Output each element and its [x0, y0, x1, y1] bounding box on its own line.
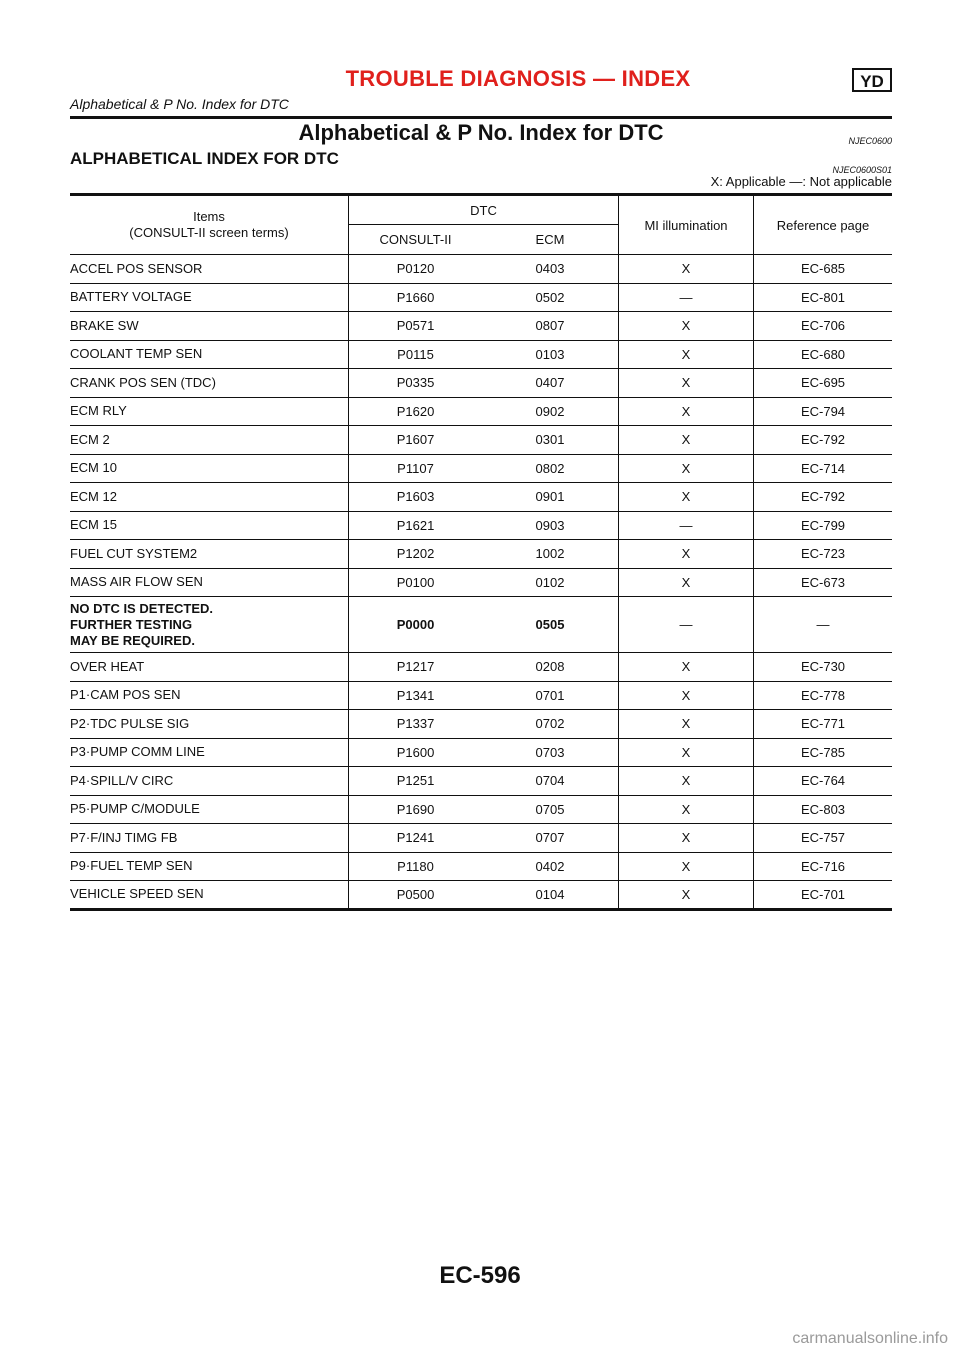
ecm-code: 0807	[482, 312, 619, 341]
mi-illumination: —	[619, 597, 754, 653]
reference-page: EC-799	[754, 511, 893, 540]
table-row	[70, 340, 892, 369]
reference-page: EC-803	[754, 795, 893, 824]
consult-code: P1180	[349, 852, 483, 881]
mi-illumination: X	[619, 540, 754, 569]
mi-illumination: X	[619, 653, 754, 682]
table-row	[70, 881, 892, 910]
consult-code: P0571	[349, 312, 483, 341]
ecm-code: 0802	[482, 454, 619, 483]
dtc-item-name: ECM 15	[70, 511, 349, 540]
mi-illumination: —	[619, 511, 754, 540]
dtc-item-name: BATTERY VOLTAGE	[70, 283, 349, 312]
ecm-code: 0502	[482, 283, 619, 312]
mi-illumination: X	[619, 340, 754, 369]
page-number: EC-596	[439, 1262, 521, 1289]
ecm-code: 0707	[482, 824, 619, 853]
header-reference-page: Reference page	[754, 195, 893, 255]
reference-page: —	[754, 597, 893, 653]
mi-illumination: X	[619, 369, 754, 398]
dtc-item-name: ECM 2	[70, 426, 349, 455]
dtc-item-name: OVER HEAT	[70, 653, 349, 682]
table-row	[70, 369, 892, 398]
dtc-item-name: P9·FUEL TEMP SEN	[70, 852, 349, 881]
table-row	[70, 255, 892, 284]
consult-code: P0335	[349, 369, 483, 398]
mi-illumination: X	[619, 681, 754, 710]
dtc-item-name: P3·PUMP COMM LINE	[70, 738, 349, 767]
reference-page: EC-714	[754, 454, 893, 483]
ecm-code: 0902	[482, 397, 619, 426]
dtc-item-name: P1·CAM POS SEN	[70, 681, 349, 710]
ecm-code: 0301	[482, 426, 619, 455]
dtc-item-name: ECM 12	[70, 483, 349, 512]
reference-page: EC-792	[754, 426, 893, 455]
subsection-title: ALPHABETICAL INDEX FOR DTC	[70, 149, 339, 168]
reference-page: EC-778	[754, 681, 893, 710]
reference-page: EC-792	[754, 483, 893, 512]
subsection-code: NJEC0600S01	[832, 165, 892, 175]
mi-illumination: X	[619, 454, 754, 483]
reference-page: EC-730	[754, 653, 893, 682]
consult-code: P1660	[349, 283, 483, 312]
mi-illumination: X	[619, 426, 754, 455]
table-row	[70, 824, 892, 853]
reference-page: EC-701	[800, 886, 846, 902]
dtc-item-name: COOLANT TEMP SEN	[70, 340, 349, 369]
mi-illumination: X	[619, 312, 754, 341]
consult-code: P1607	[349, 426, 483, 455]
consult-code: P0120	[349, 255, 483, 284]
header-subtitle: Alphabetical & P No. Index for DTC	[70, 96, 289, 112]
ecm-code: 0104	[482, 881, 619, 910]
mi-illumination: X	[619, 852, 754, 881]
table-row	[70, 738, 892, 767]
consult-code: P1337	[349, 710, 483, 739]
dtc-item-name: NO DTC IS DETECTED. FURTHER TESTING MAY BE REQUIRED.	[70, 597, 349, 653]
dtc-item-name: ECM 10	[70, 454, 349, 483]
header-ecm: ECM	[482, 225, 619, 255]
table-row	[70, 852, 892, 881]
ecm-code: 0704	[482, 767, 619, 796]
section-title: Alphabetical & P No. Index for DTC	[298, 120, 664, 145]
table-row	[70, 795, 892, 824]
table-row	[70, 767, 892, 796]
mi-illumination: X	[619, 255, 754, 284]
header-items: Items (CONSULT-II screen terms)	[70, 195, 349, 255]
table-row	[70, 312, 892, 341]
header-mi-illumination: MI illumination	[619, 195, 754, 255]
engine-badge: YD	[852, 68, 892, 92]
table-row	[70, 568, 892, 597]
table-row	[70, 597, 892, 653]
ecm-code: 0103	[482, 340, 619, 369]
consult-code: P1251	[349, 767, 483, 796]
header-consult-ii: CONSULT-II	[349, 225, 483, 255]
consult-code: P1107	[349, 454, 483, 483]
consult-code: P0115	[349, 340, 483, 369]
dtc-item-name: FUEL CUT SYSTEM2	[70, 540, 349, 569]
consult-code: P1603	[349, 483, 483, 512]
ecm-code: 1002	[482, 540, 619, 569]
reference-page: EC-723	[754, 540, 893, 569]
dtc-item-name: MASS AIR FLOW SEN	[70, 568, 349, 597]
dtc-item-name: P7·F/INJ TIMG FB	[70, 824, 349, 853]
mi-illumination: X	[619, 483, 754, 512]
table-row	[70, 454, 892, 483]
dtc-item-name: CRANK POS SEN (TDC)	[70, 369, 349, 398]
consult-code: P1241	[349, 824, 483, 853]
dtc-item-name: BRAKE SW	[70, 312, 349, 341]
dtc-item-name: VEHICLE SPEED SEN	[70, 881, 349, 910]
consult-code: P0100	[349, 568, 483, 597]
reference-page: EC-794	[754, 397, 893, 426]
section-code: NJEC0600	[848, 136, 892, 146]
reference-page: EC-764	[754, 767, 893, 796]
dtc-item-name: ECM RLY	[70, 397, 349, 426]
ecm-code: 0208	[482, 653, 619, 682]
dtc-item-name: P5·PUMP C/MODULE	[70, 795, 349, 824]
consult-code: P1690	[349, 795, 483, 824]
dtc-item-name: P4·SPILL/V CIRC	[70, 767, 349, 796]
table-row	[70, 483, 892, 512]
applicability-legend: X: Applicable —: Not applicable	[710, 174, 892, 189]
table-row	[70, 397, 892, 426]
consult-code: P1621	[349, 511, 483, 540]
table-row	[70, 710, 892, 739]
ecm-code: 0402	[482, 852, 619, 881]
consult-code: P1341	[349, 681, 483, 710]
consult-code: P0000	[349, 597, 483, 653]
mi-illumination: X	[619, 738, 754, 767]
ecm-code: 0102	[482, 568, 619, 597]
table-row	[70, 681, 892, 710]
ecm-code: 0403	[482, 255, 619, 284]
table-row	[70, 283, 892, 312]
ecm-code: 0703	[482, 738, 619, 767]
reference-page: EC-785	[754, 738, 893, 767]
ecm-code: 0901	[482, 483, 619, 512]
table-row	[70, 511, 892, 540]
consult-code: P1217	[349, 653, 483, 682]
reference-page: EC-706	[754, 312, 893, 341]
header-title: TROUBLE DIAGNOSIS — INDEX	[345, 66, 691, 91]
table-row	[70, 653, 892, 682]
header-divider	[70, 116, 892, 119]
mi-illumination: —	[619, 283, 754, 312]
mi-illumination: X	[619, 568, 754, 597]
ecm-code: 0702	[482, 710, 619, 739]
watermark: carmanualsonline.info	[792, 1330, 948, 1347]
page-header	[70, 66, 892, 118]
table-row	[70, 540, 892, 569]
mi-illumination: X	[619, 881, 754, 910]
dtc-index-table	[70, 193, 892, 911]
reference-page: EC-680	[754, 340, 893, 369]
header-dtc: DTC	[349, 195, 619, 225]
consult-code: P1620	[349, 397, 483, 426]
reference-page: EC-673	[754, 568, 893, 597]
mi-illumination: X	[619, 824, 754, 853]
reference-page: EC-716	[754, 852, 893, 881]
consult-code: P1202	[349, 540, 483, 569]
consult-code: P0500	[396, 886, 435, 902]
reference-page: EC-685	[754, 255, 893, 284]
consult-code: P1600	[349, 738, 483, 767]
dtc-item-name: ACCEL POS SENSOR	[70, 255, 349, 284]
ecm-code: 0505	[482, 597, 619, 653]
ecm-code: 0701	[482, 681, 619, 710]
ecm-code: 0903	[482, 511, 619, 540]
table-row	[70, 426, 892, 455]
dtc-item-name: P2·TDC PULSE SIG	[70, 710, 349, 739]
mi-illumination: X	[619, 397, 754, 426]
mi-illumination: X	[619, 795, 754, 824]
reference-page: EC-695	[754, 369, 893, 398]
reference-page: EC-771	[754, 710, 893, 739]
ecm-code: 0407	[482, 369, 619, 398]
dtc-table-body	[70, 255, 892, 910]
mi-illumination: X	[619, 710, 754, 739]
reference-page: EC-801	[754, 283, 893, 312]
ecm-code: 0705	[482, 795, 619, 824]
mi-illumination: X	[619, 767, 754, 796]
reference-page: EC-757	[754, 824, 893, 853]
